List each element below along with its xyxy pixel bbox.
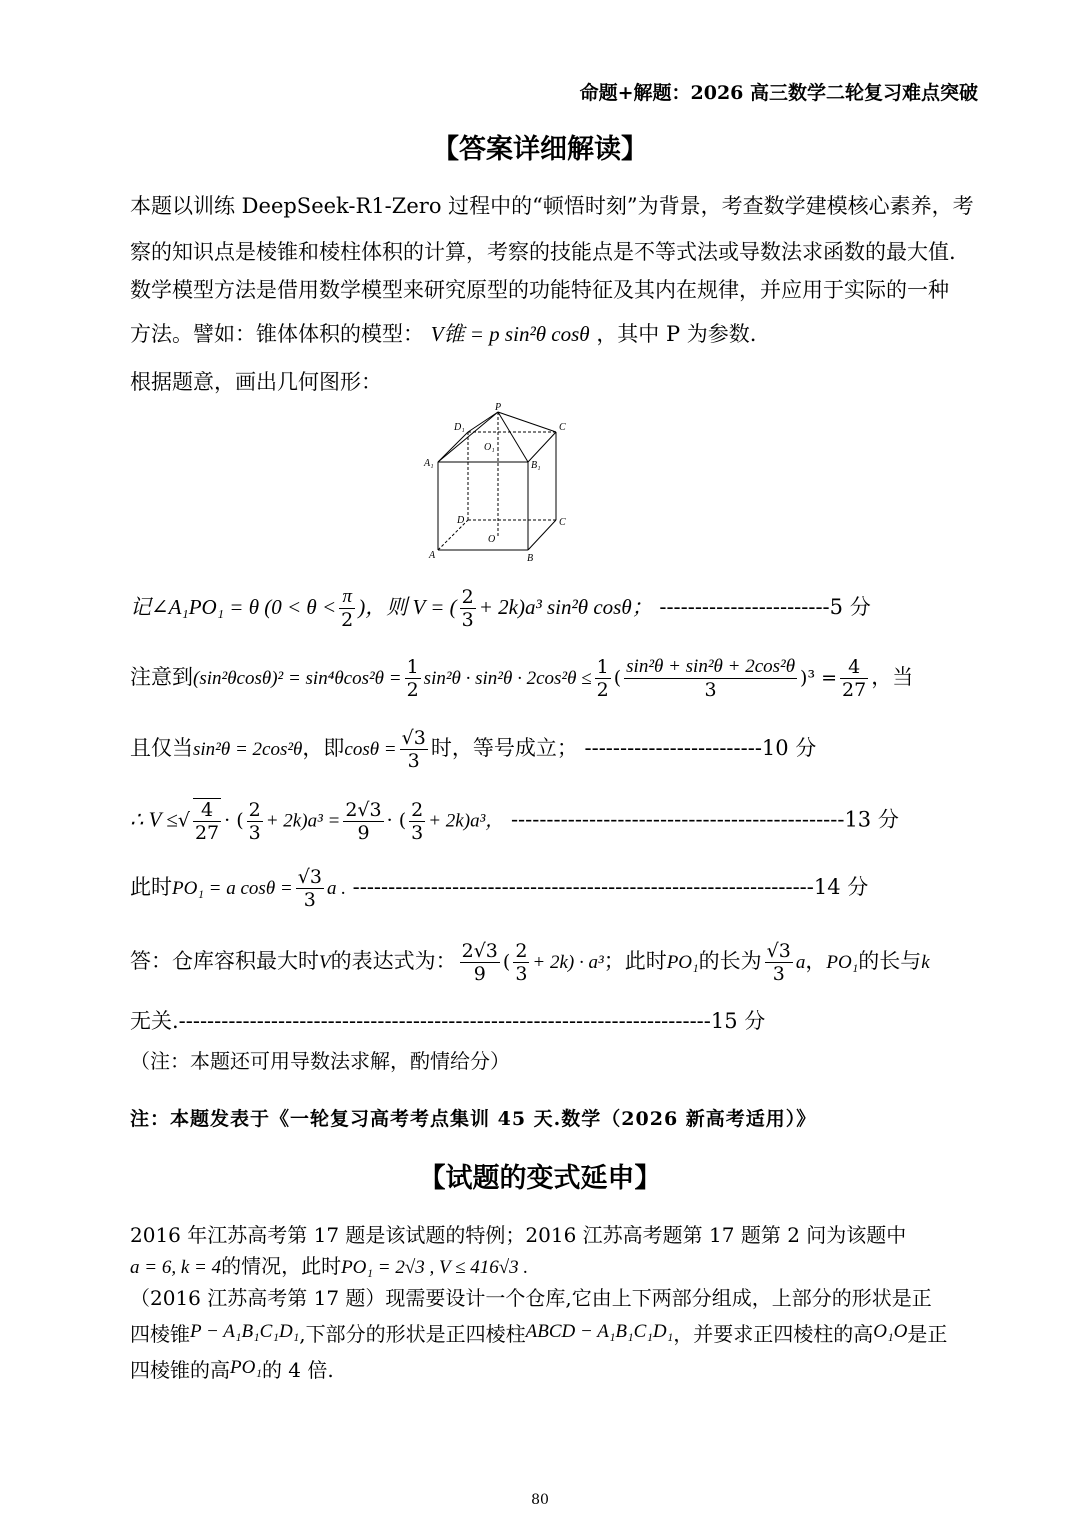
step-3 [130,727,816,772]
fraction-am-gm [624,656,797,701]
step-3-prefix: 且仅当 [130,736,193,760]
fraction-2-over-3 [247,799,263,844]
frac-num: √3 [766,940,791,962]
frac-den: 3 [407,750,420,772]
step-4-tail: + 2k)a³， [428,810,505,832]
label-A1: A₁ [424,458,434,469]
answer-line: 答：仓库容积最大时V的表达式为： $\frac{2√3}{9}$ ( $\frac{2}{3}$ + 2k) · a³；此时PO₁的长为 $\frac{√3}{3}$ a，PO₁的长与k [130,940,930,985]
answer-a: a [795,952,806,973]
intro-line-2: 察的知识点是棱锥和棱柱体积的计算，考察的技能点是不等式法或导数法求函数的最大值. [130,240,956,264]
fraction-4-over-27-sqrt [193,798,221,844]
fraction-sqrt3-over-3 [765,940,793,985]
step-1-mid: )，则 V = ( [358,595,457,619]
frac-den: 9 [357,821,370,844]
fraction-4-over-27 [840,656,868,701]
step-2-suffix: ，当 [871,665,914,689]
fraction-pi-over-2 [339,586,355,631]
frac-num: 2 [248,798,261,821]
label-B1: B₁ [531,460,541,471]
frac-den: 3 [411,821,424,844]
frac-num: π [339,586,355,609]
step-4-mid: + 2k)a³ = [265,810,341,832]
frac-den: 2 [406,679,419,701]
figure-prompt: 根据题意，画出几何图形： [130,370,382,394]
frac-den: 3 [461,609,474,631]
frac-den: 2 [341,609,354,631]
frac-den: 3 [248,821,261,844]
variant-line-5-b: 的 4 倍. [261,1358,334,1382]
intro-line-4 [130,313,756,355]
step-1-score: ------------------------5 分 [659,595,871,619]
step-3-cos: cosθ = [344,739,397,760]
step-5 [130,866,868,911]
label-D: D [457,515,465,526]
answer-mid3: 的长为 [698,949,762,973]
fraction-2-over-3 [513,940,529,985]
step-2-prefix: 注意到 [130,665,193,689]
answer-po1: PO₁ [666,952,699,973]
answer-v: V [319,952,331,973]
fraction-2-over-3-b [409,799,425,844]
variant-line-2-expr2: PO₁ = 2√3 , V ≤ 416√3 . [341,1257,529,1278]
frac-num: 2 [461,586,474,608]
step-1 [130,586,871,631]
answer-end: 的长与 [858,949,922,973]
fraction-sqrt3-over-3 [296,866,324,911]
variant-line-4-expr2: ABCD − A₁B₁C₁D₁ [525,1321,674,1342]
fraction-2-over-3 [460,586,476,631]
label-C-top: C [559,422,566,433]
label-O: O [488,534,496,545]
step-5-score: -----------------------------------------------------------------14 分 [352,875,869,899]
variant-line-1: 2016 年江苏高考第 17 题是该试题的特例；2016 江苏高考题第 17 题第 2 问为该题中 [130,1223,907,1247]
frac-den: 2 [596,679,609,701]
intro-line-4-suffix: ，其中 P 为参数. [596,322,757,346]
frac-num: 2√3 [345,798,382,821]
running-header: 命题+解题：2026 高三数学二轮复习难点突破 [579,82,978,104]
frac-num: √3 [401,727,426,749]
variant-line-3: （2016 江苏高考第 17 题）现需要设计一个仓库,它由上下两部分组成，上部分的形状是正 [130,1286,932,1310]
label-O1: O₁ [484,442,495,453]
step-5-prefix: 此时 [130,875,172,899]
answer-po1-b: PO₁ [826,952,859,973]
variant-line-5-a: 四棱锥的高 [130,1358,230,1382]
variant-line-4-d: 是正 [907,1322,948,1346]
fraction-2sqrt3-over-9 [343,799,383,844]
intro-line-4-prefix: 方法。譬如：锥体体积的模型： [130,322,424,346]
step-2-expr2: sin²θ · sin²θ · 2cos²θ ≤ [423,668,592,689]
answer-k: k [921,952,930,973]
variant-line-4 [130,1318,947,1347]
label-C: C [559,517,566,528]
intro-line-1: 本题以训练 DeepSeek-R1-Zero 过程中的“顿悟时刻”为背景，考查数学建模核心素养，考 [130,194,974,218]
step-3-score: -------------------------10 分 [584,736,817,760]
step-1-prefix: 记∠A₁PO₁ = θ (0 < θ < [130,595,337,619]
page-number: 80 [531,1492,549,1508]
variant-line-2-expr: a = 6, k = 4 [130,1257,222,1278]
frac-den: 3 [303,889,316,911]
variant-line-4-c: ，并要求正四棱柱的高 [673,1322,874,1346]
frac-den: 3 [704,679,717,701]
cone-volume-formula: V锥 = p sin²θ cosθ [430,322,590,346]
step-4-score: -----------------------------------------------13 分 [510,807,899,832]
label-B: B [527,553,534,564]
step-4: ∴ V ≤√ $\frac{4}{27}$ · ( $\frac{2}{3}$ + 2k)a³ = $\frac{2√3}{9}$ · ( $\frac{2}{3}$ + 2k)a³， -----------------------------------------------13 分 [130,798,899,844]
step-3-cond: sin²θ = 2cos²θ [193,739,303,760]
answer-mid1: 的表达式为： [330,949,457,973]
fraction-sqrt3-over-3 [400,727,428,772]
variant-line-5 [130,1354,334,1383]
answer-expr-tail: + 2k) · a³ [532,952,604,973]
step-5-tail: a . [326,878,346,899]
label-D1: D₁ [454,422,465,433]
label-P: P [495,402,502,413]
frac-den: 27 [194,822,220,844]
frac-num: 1 [406,656,419,678]
frac-den: 9 [473,963,486,985]
grading-note: （注：本题还可用导数法求解，酌情给分） [130,1049,510,1073]
answer-section-title: 【答案详细解读】 [432,134,648,165]
variant-line-2-mid: 的情况，此时 [221,1254,342,1278]
variant-section-title: 【试题的变式延申】 [418,1163,662,1194]
step-1-tail: + 2k)a³ sin²θ cosθ； [478,595,653,619]
frac-num: 4 [840,656,868,679]
step-3-mid: ，即 [302,736,345,760]
variant-line-4-expr1: P − A₁B₁C₁D₁ [190,1321,300,1342]
variant-line-4-a: 四棱锥 [130,1322,190,1346]
frac-num: 2√3 [461,940,498,962]
answer-mid2: ；此时 [603,949,667,973]
step-5-expr: PO₁ = a cosθ = [172,878,293,899]
fraction-half [405,656,421,701]
label-A: A [429,550,436,561]
frac-num: sin²θ + sin²θ + 2cos²θ [626,656,796,677]
answer-line-2: 无关.---------------------------------------------------------------------------15 分 [130,1009,766,1033]
step-3-tail: 时，等号成立； [430,736,578,760]
fraction-half-2 [595,656,611,701]
frac-den: 3 [515,963,528,985]
variant-line-2 [130,1250,528,1279]
frac-num: 2 [515,940,528,962]
frac-num: 1 [596,656,609,678]
step-4-therefore: ∴ V ≤ [130,807,178,832]
frac-den: 27 [842,679,867,701]
answer-comma: ， [805,949,827,973]
step-2-expr1: (sin²θcosθ)² = sin⁴θcos²θ = [193,668,402,689]
frac-den: 3 [772,963,785,985]
answer-prefix: 答：仓库容积最大时 [130,949,319,973]
step-2: 注意到(sin²θcosθ)² = sin⁴θcos²θ = $\frac{1}{2}$ sin²θ · sin²θ · 2cos²θ ≤ $\frac{1}{2}$ ( $\frac{\text{sin²θ + sin²θ + 2cos²θ}}{3}$ )³ = $\frac{4}{27}$ ，当 [130,656,914,701]
frac-num: 2 [411,798,424,821]
intro-line-3: 数学模型方法是借用数学模型来研究原型的功能特征及其内在规律，并应用于实际的一种 [130,278,949,302]
fraction-2sqrt3-over-9 [460,940,500,985]
frac-num: √3 [297,866,322,888]
variant-line-4-expr3: O₁O [873,1321,908,1342]
frac-num: 4 [193,799,221,822]
variant-line-4-b: ,下部分的形状是正四棱柱 [299,1322,526,1346]
variant-line-5-expr: PO₁ [230,1357,262,1378]
prism-pyramid-figure [420,400,580,570]
publication-footnote: 注：本题发表于《一轮复习高考考点集训 45 天.数学（2026 新高考适用）》 [130,1108,817,1130]
